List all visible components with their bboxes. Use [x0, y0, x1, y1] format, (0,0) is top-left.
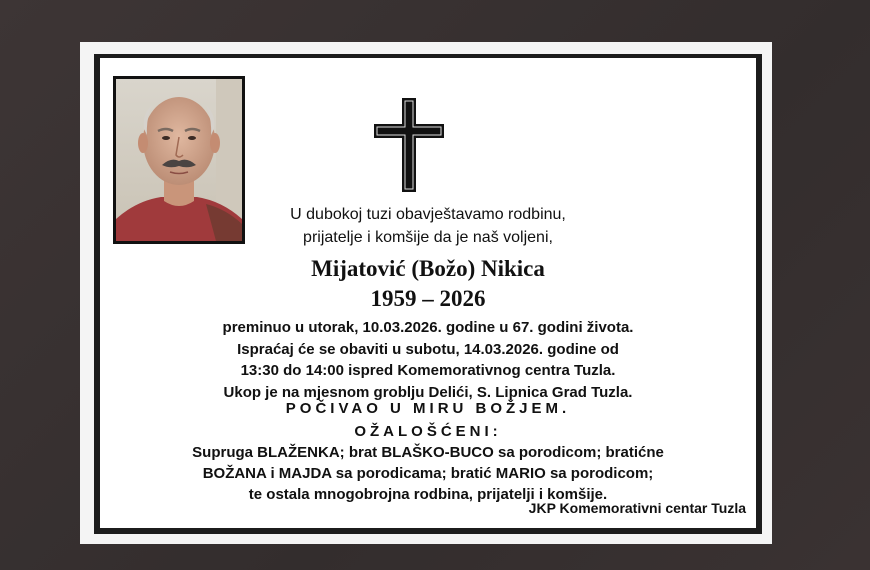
details-line: Ukop je na mjesnom groblju Delići, S. Lipnica Grad Tuzla. — [223, 383, 633, 401]
mourners-line: te ostala mnogobrojna rodbina, prijatelji i komšije. — [248, 486, 608, 503]
signature: JKP Komemorativni centar Tuzla — [528, 500, 746, 516]
intro-line: prijatelje i komšije da je naš voljeni, — [303, 229, 553, 246]
mourners-list — [100, 442, 756, 505]
details-line: Ispraćaj će se obaviti u subotu, 14.03.2026. godine od — [237, 340, 619, 358]
mourners-line: BOŽANA i MAJDA sa porodicama; bratić MARIO sa porodicom; — [202, 465, 654, 482]
intro-line: U dubokoj tuzi obavještavamo rodbinu, — [290, 206, 566, 223]
details-line: 13:30 do 14:00 ispred Komemorativnog centra Tuzla. — [240, 362, 616, 379]
life-years: 1959 – 2026 — [370, 286, 486, 311]
details-line: preminuo u utorak, 10.03.2026. godine u 67. godini života. — [222, 319, 634, 336]
cross-icon — [374, 98, 444, 192]
mourners-heading: OŽALOŠĆENI: — [354, 423, 502, 440]
rest-in-peace-text: POČIVAO U MIRU BOŽJEM. — [285, 400, 571, 417]
deceased-name: Mijatović (Božo) Nikica — [311, 256, 545, 281]
intro-text — [200, 203, 656, 249]
funeral-details — [100, 317, 756, 403]
mourners-line: Supruga BLAŽENKA; brat BLAŠKO-BUCO sa porodicom; bratićne — [192, 444, 664, 461]
